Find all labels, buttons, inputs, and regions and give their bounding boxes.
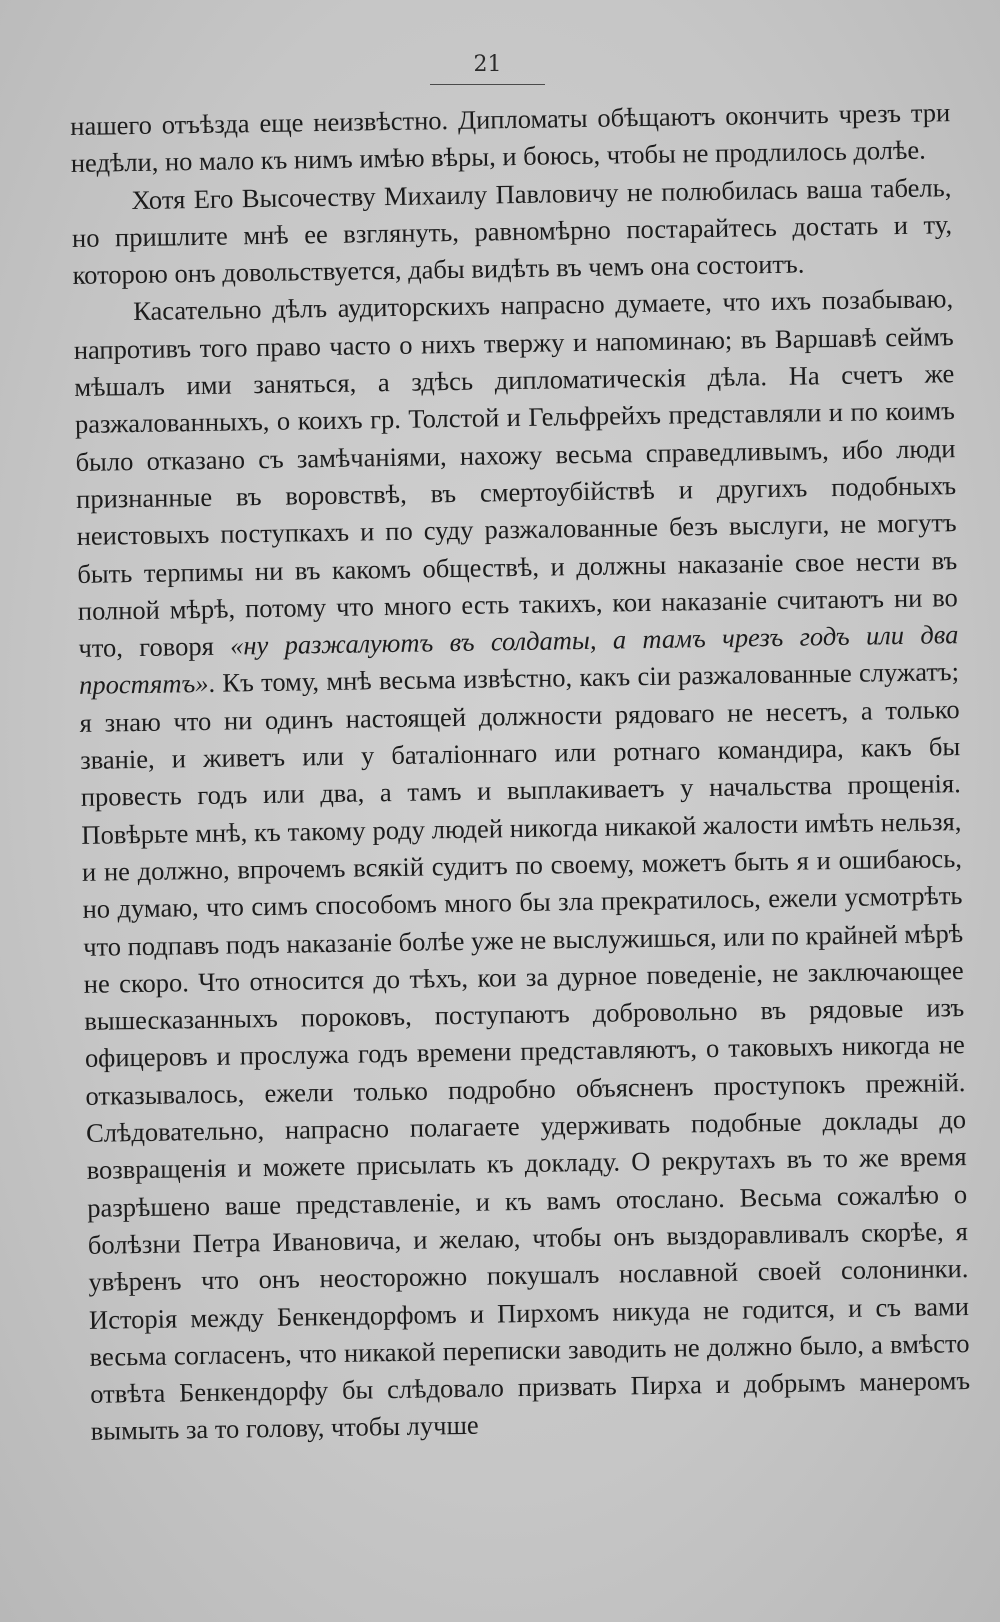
page-body-text: [70, 94, 971, 1450]
italic-quote: «ну разжалуютъ въ солдаты, а тамъ чрезъ годъ или два простятъ»: [78, 619, 959, 701]
page-header: [430, 52, 545, 85]
paragraph-text-before-quote: Касательно дѣлъ аудиторскихъ напрасно думаете, что ихъ позабываю, напротивъ того право часто о нихъ твержу и напоминаю; въ Варшавѣ сеймъ мѣшалъ ими заняться, а здѣсь дипломатическія дѣла. На счетъ же разжалованныхъ, о коихъ гр. Толстой и Гельфрейхъ представляли и по коимъ было отказано съ замѣчаніями, нахожу весьма справедливымъ, ибо люди признанные въ воровствѣ, въ смертоубійствѣ и другихъ подобныхъ неистовыхъ поступкахъ и по суду разжалованные безъ выслуги, не могутъ быть терпимы ни въ какомъ обществѣ, и должны наказаніе свое нести въ полной мѣрѣ, потому что много есть такихъ, кои наказаніе считаютъ ни во что, говоря: [73, 283, 959, 664]
paragraph-text-after-quote: . Къ тому, мнѣ весьма извѣстно, какъ сіи разжалованные служатъ; я знаю что ни одинъ настоящей должности рядоваго не несетъ, а только званіе, и живетъ или у баталіоннаго или ротнаго командира, какъ бы провесть годъ или два, а тамъ и выплакиваетъ у начальства прощенія. Повѣрьте мнѣ, къ такому роду людей никогда никакой жалости имѣть нельзя, и не должно, впрочемъ всякій судитъ по своему, можетъ быть я и ошибаюсь, но думаю, что симъ способомъ много бы зла прекратилось, ежели усмотрѣть что подпавъ подъ наказаніе болѣе уже не выслужишься, или по крайней мѣрѣ не скоро. Что относится до тѣхъ, кои за дурное поведеніе, не заключающее вышесказанныхъ пороковъ, поступаютъ добровольно въ рядовые изъ офицеровъ и прослужа годъ времени представляютъ, о таковыхъ никогда не отказывалось, ежели только подробно объясненъ проступокъ прежній. Слѣдовательно, напрасно полагаете удерживать подобные доклады до возвращенія и можете присылать къ докладу. О рекрутахъ въ то же время разрѣшено ваше представленіе, и къ вамъ отослано. Весьма сожалѣю о болѣзни Петра Ивановича, и желаю, чтобы онъ выздоравливалъ скорѣе, я увѣренъ что онъ неосторожно покушалъ нославной своей солонинки. Исторія между Бенкендорфомъ и Пирхомъ никуда не годится, и съ вами весьма согласенъ, что никакой переписки заводить не должно было, а вмѣсто отвѣта Бенкендорфу бы слѣдовало призвать Пирха и добрымъ манеромъ вымыть за то голову, чтобы лучше: [79, 656, 971, 1447]
page-number: 21: [473, 52, 502, 77]
paragraph-auditors: [73, 281, 971, 1451]
header-rule: [430, 84, 545, 85]
paragraph-tabel: Хотя Его Высочеству Михаилу Павловичу не полюбилась ваша табель, но пришлите мнѣ ее взглянуть, равномѣрно постарайтесь достать и ту, которою онъ довольствуется, дабы видѣть въ чемъ она состоитъ.: [71, 171, 953, 291]
paragraph-continuation: нашего отъѣзда еще неизвѣстно. Дипломаты обѣщаютъ окончить чрезъ три недѣли, но мало къ нимъ имѣю вѣры, и боюсь, чтобы не продлилось долѣе.: [70, 97, 951, 179]
